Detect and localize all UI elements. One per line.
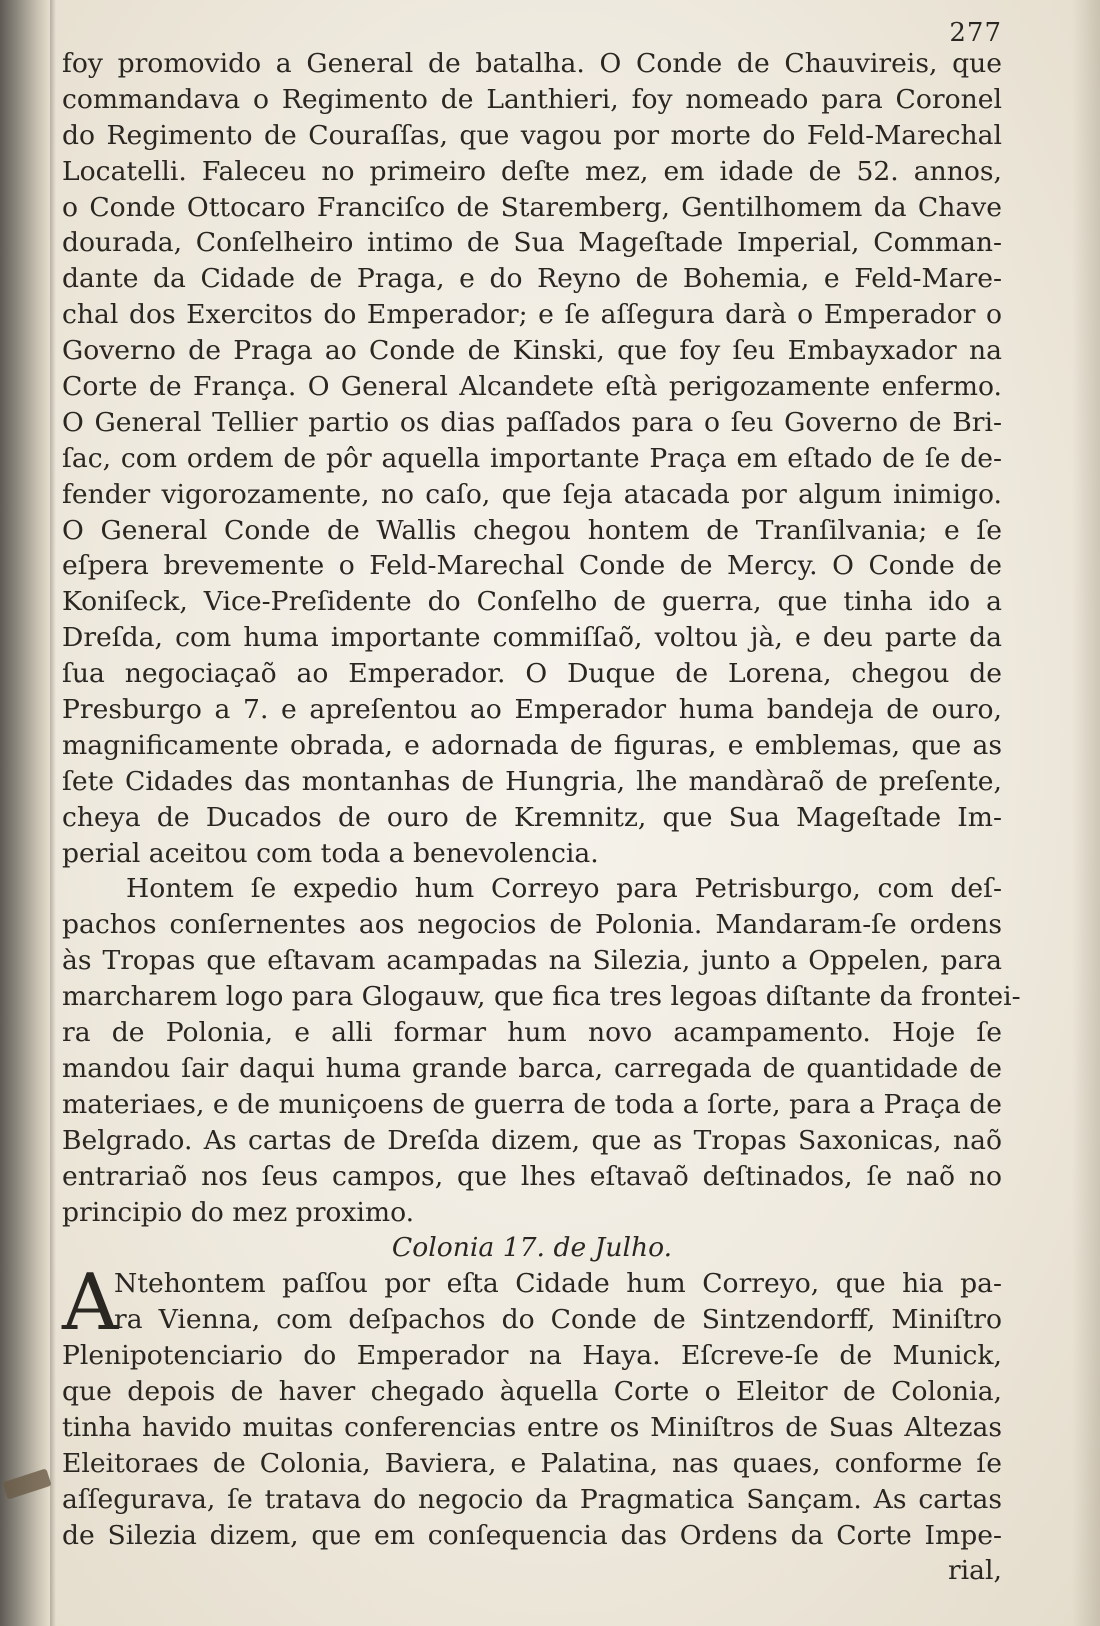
- text-line: às Tropas que eſtavam acampadas na Silezia, junto a Oppelen, para: [62, 945, 1002, 977]
- paragraph-vienna-1: [62, 46, 1002, 871]
- text-line: rial,: [947, 1555, 1002, 1587]
- text-line: Corte de França. O General Alcandete eſtà perigozamente enfermo.: [62, 371, 1002, 403]
- text-line: que depois de haver chegado àquella Corte o Eleitor de Colonia,: [62, 1375, 1002, 1407]
- text-line: mandou ſair daqui huma grande barca, carregada de quantidade de: [62, 1052, 1002, 1084]
- text-line: O General Tellier partio os dias paſſados para o ſeu Governo de Bri-: [62, 406, 1002, 438]
- text-line: chal dos Exercitos do Emperador; e ſe aſſegura darà o Emperador o: [62, 299, 1002, 331]
- text-line: principio do mez proximo.: [62, 1196, 415, 1228]
- text-line: materiaes, e de muniçoens de guerra de toda a ſorte, para a Praça de: [62, 1088, 1002, 1120]
- paragraph-vienna-2: [62, 871, 1021, 1230]
- text-line: foy promovido a General de batalha. O Conde de Chauvireis, que: [62, 48, 1002, 79]
- text-line: de Silezia dizem, que em conſequencia das Ordens da Corte Impe-: [62, 1519, 1002, 1551]
- text-line: Locatelli. Faleceu no primeiro deſte mez, em idade de 52. annos,: [62, 155, 1002, 187]
- book-gutter: [0, 0, 50, 1626]
- page-edge-shadow: [1072, 0, 1100, 1626]
- text-line: ra de Polonia, e alli formar hum novo acampamento. Hoje ſe: [62, 1017, 1002, 1049]
- paragraph-colonia: [62, 1258, 1002, 1589]
- text-line: ſac, com ordem de pôr aquella importante Praça em eſtado de ſe de-: [62, 442, 1002, 474]
- text-line: dante da Cidade de Praga, e do Reyno de Bohemia, e Feld-Mare-: [62, 263, 1002, 295]
- text-line: ſua negociaçaõ ao Emperador. O Duque de Lorena, chegou de: [62, 658, 1002, 690]
- text-line: o Conde Ottocaro Franciſco de Staremberg, Gentilhomem da Chave: [62, 191, 1002, 223]
- text-line: magnificamente obrada, e adornada de figuras, e emblemas, que as: [62, 729, 1002, 761]
- text-line: Ntehontem paſſou por eſta Cidade hum Correyo, que hia pa-: [114, 1268, 1002, 1300]
- text-line: cheya de Ducados de ouro de Kremnitz, que Sua Mageſtade Im-: [62, 801, 1002, 833]
- text-line: Eleitoraes de Colonia, Baviera, e Palatina, nas quaes, conforme ſe: [62, 1447, 1002, 1479]
- text-line: tinha havido muitas conferencias entre os Miniſtros de Suas Altezas: [62, 1411, 1002, 1443]
- drop-cap: A: [62, 1258, 119, 1349]
- text-line: Hontem ſe expedio hum Correyo para Petrisburgo, com deſ-: [126, 873, 1002, 905]
- text-line: Koniſeck, Vice-Preſidente do Conſelho de guerra, que tinha ido a: [62, 586, 1002, 618]
- article-text: [62, 46, 1021, 1589]
- text-line: do Regimento de Couraſſas, que vagou por morte do Feld-Marechal: [62, 119, 1002, 151]
- text-line: ſete Cidades das montanhas de Hungria, lhe mandàraõ de preſente,: [62, 765, 1002, 797]
- text-line: Governo de Praga ao Conde de Kinski, que foy ſeu Embayxador na: [62, 335, 1002, 367]
- dateline-colonia: Colonia 17. de Julho.: [391, 1232, 673, 1264]
- text-line: Belgrado. As cartas de Dreſda dizem, que as Tropas Saxonicas, naõ: [62, 1124, 1002, 1156]
- text-line: pachos conſernentes aos negocios de Polonia. Mandaram-ſe ordens: [62, 909, 1002, 941]
- text-line: Dreſda, com huma importante commiſſaõ, voltou jà, e deu parte da: [62, 622, 1002, 654]
- text-line: fender vigorozamente, no caſo, que ſeja atacada por algum inimigo.: [62, 478, 1002, 510]
- page-number: 277: [949, 18, 1002, 48]
- text-line: dourada, Conſelheiro intimo de Sua Mageſtade Imperial, Comman-: [62, 227, 1002, 259]
- gutter-shadow: [50, 0, 56, 1626]
- text-line: Plenipotenciario do Emperador na Haya. Eſcreve-ſe de Munick,: [62, 1340, 1002, 1372]
- text-line: aſſegurava, ſe tratava do negocio da Pragmatica Sançam. As cartas: [62, 1483, 1002, 1515]
- text-line: perial aceitou com toda a benevolencia.: [62, 837, 599, 869]
- text-line: Presburgo a 7. e apreſentou ao Emperador huma bandeja de ouro,: [62, 694, 1002, 726]
- text-line: entrariaõ nos ſeus campos, que lhes eſtavaõ deſtinados, ſe naõ no: [62, 1160, 1002, 1192]
- text-line: marcharem logo para Glogauw, que fica tres legoas diſtante da frontei-: [62, 981, 1021, 1013]
- text-line: O General Conde de Wallis chegou hontem de Tranſilvania; e ſe: [62, 514, 1002, 546]
- text-line: commandava o Regimento de Lanthieri, foy nomeado para Coronel: [62, 83, 1002, 115]
- text-line: eſpera brevemente o Feld-Marechal Conde de Mercy. O Conde de: [62, 550, 1002, 582]
- text-line: ra Vienna, com deſpachos do Conde de Sintzendorff, Miniſtro: [114, 1304, 1002, 1336]
